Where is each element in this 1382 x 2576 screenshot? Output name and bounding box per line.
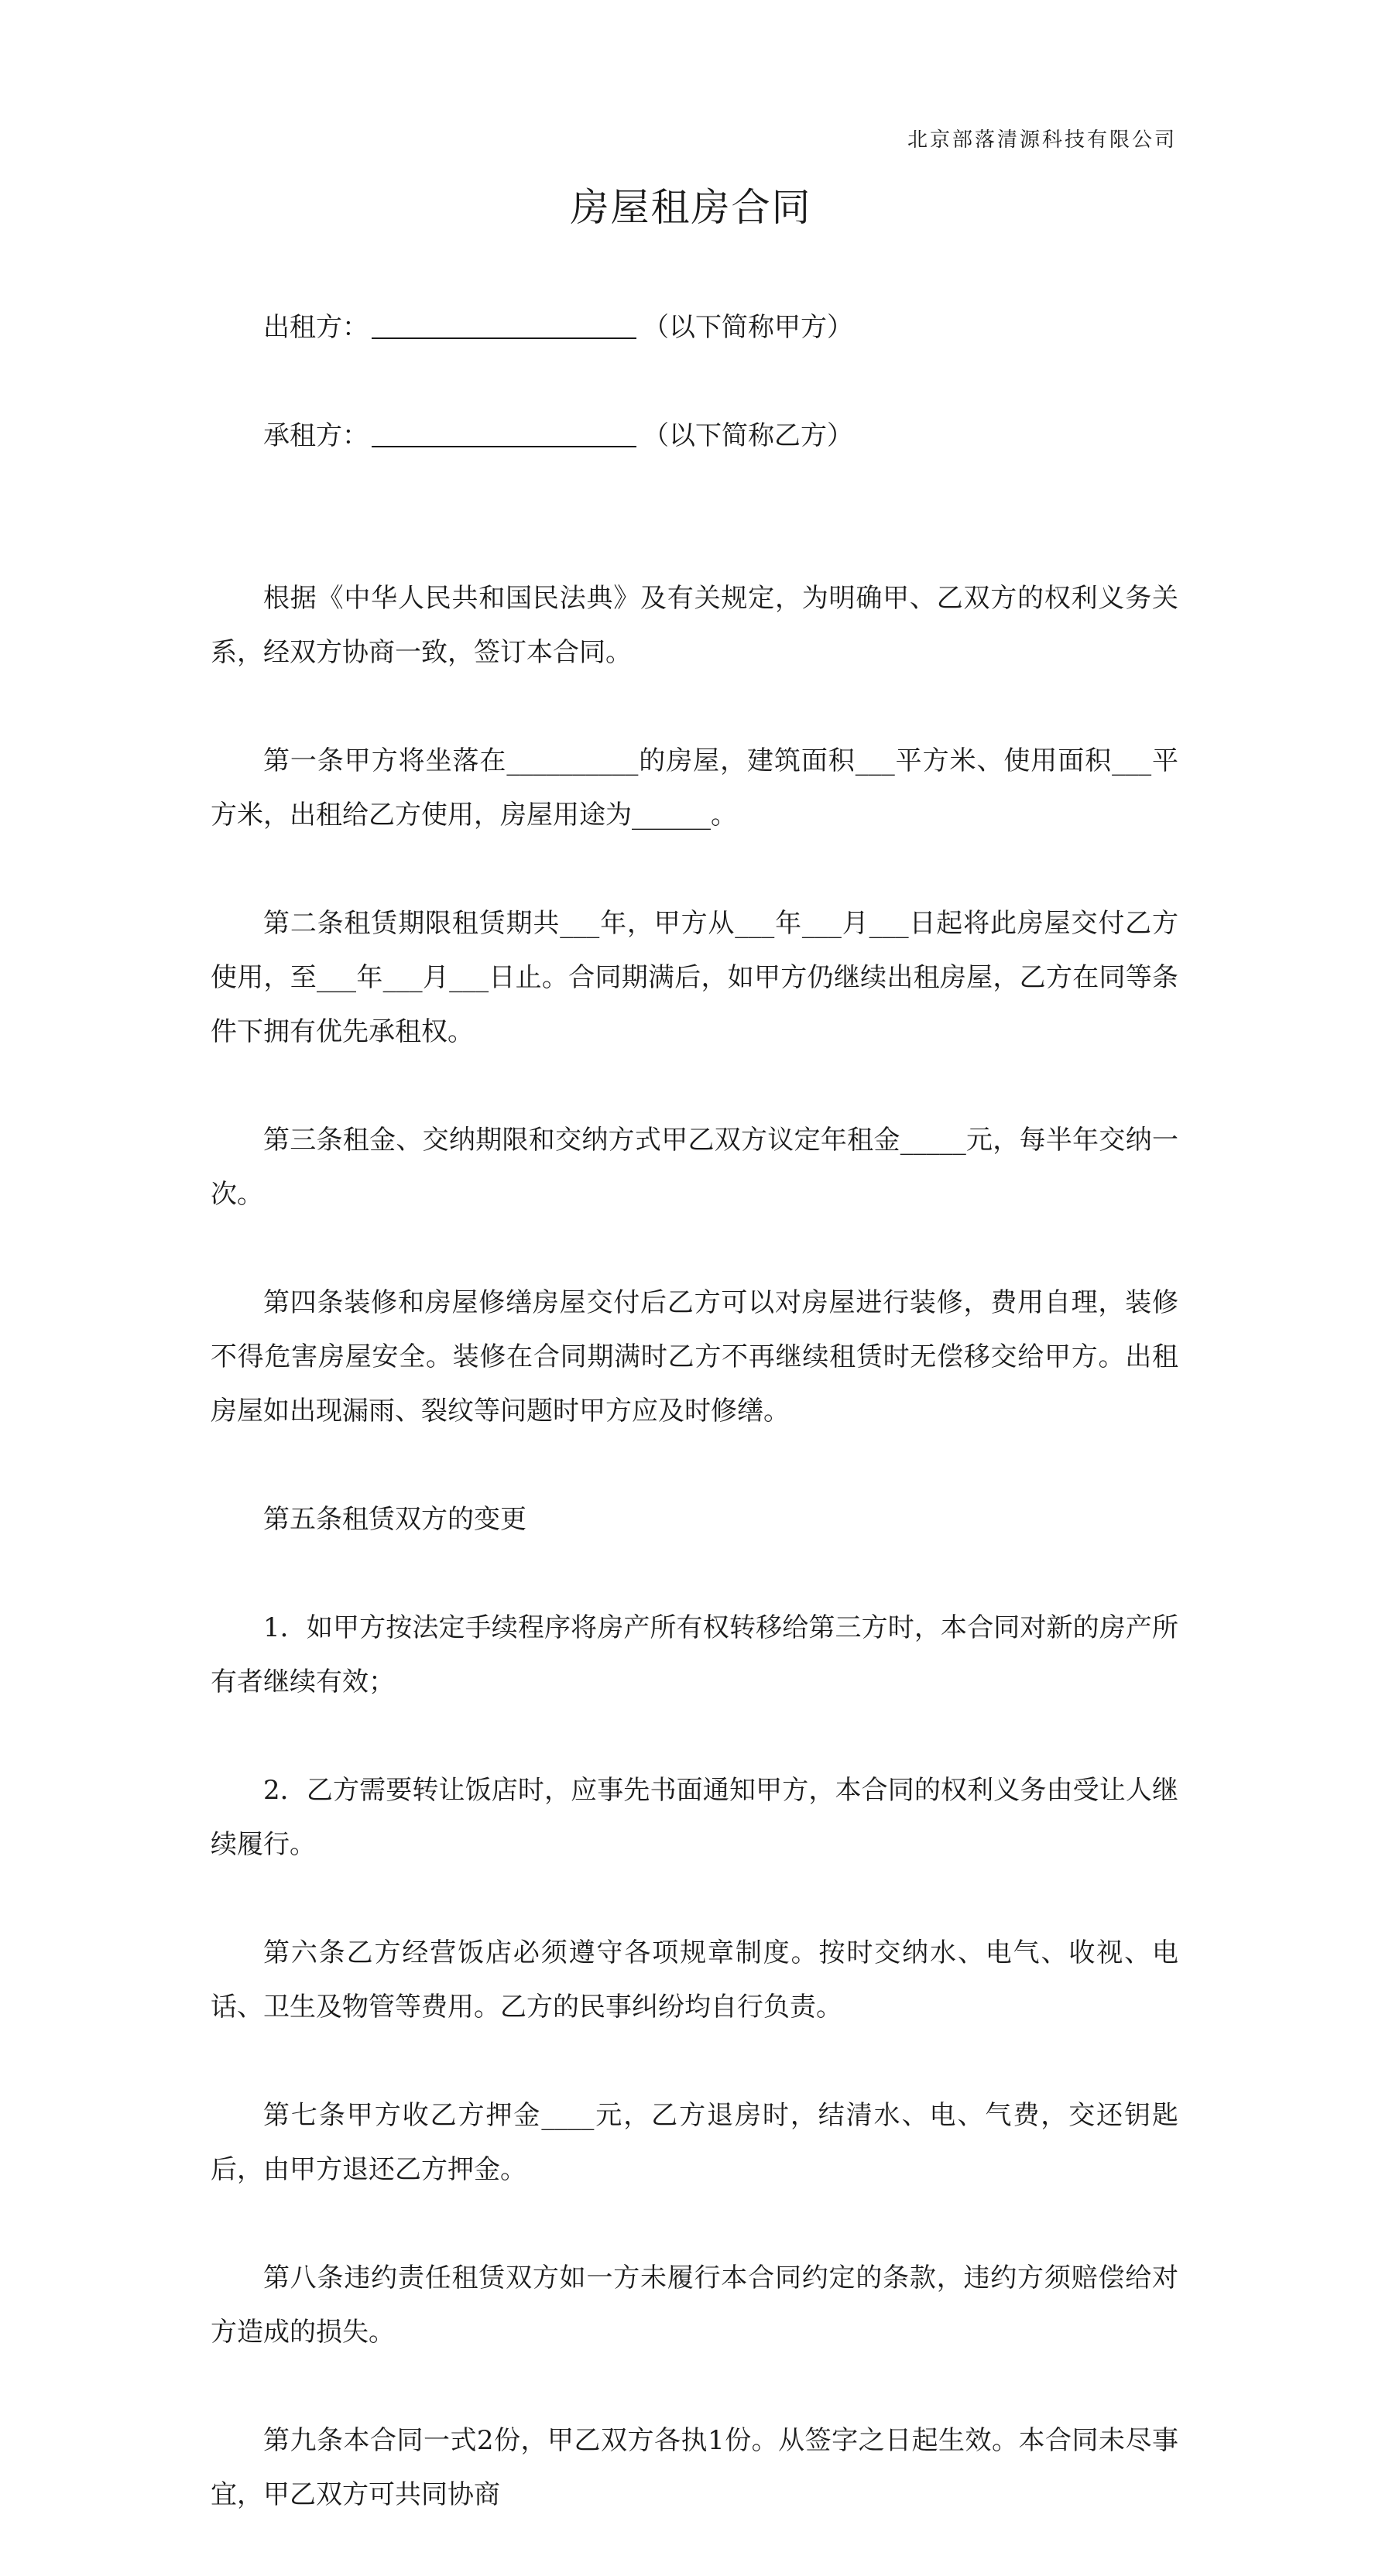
preamble-paragraph: 根据《中华人民共和国民法典》及有关规定，为明确甲、乙双方的权利义务关系，经双方协商一致，签订本合同。 bbox=[211, 583, 1178, 668]
article-3-paragraph: 第三条租金、交纳期限和交纳方式甲乙双方议定年租金_____元，每半年交纳一次。 bbox=[211, 1125, 1178, 1210]
article-7-paragraph: 第七条甲方收乙方押金____元，乙方退房时，结清水、电、气费，交还钥匙后，由甲方退还乙方押金。 bbox=[211, 2100, 1178, 2185]
lessee-blank bbox=[372, 420, 636, 447]
lessee-line bbox=[211, 409, 1178, 463]
lessor-line bbox=[211, 300, 1178, 355]
article-5-heading: 第五条租赁双方的变更 bbox=[263, 1504, 526, 1535]
document-title: 房屋租房合同 bbox=[570, 185, 812, 230]
document-body bbox=[211, 246, 1178, 2576]
article-6-paragraph: 第六条乙方经营饭店必须遵守各项规章制度。按时交纳水、电气、收视、电话、卫生及物管等费用。乙方的民事纠纷均自行负责。 bbox=[211, 1937, 1178, 2023]
article-5-item-1: 1．如甲方按法定手续程序将房产所有权转移给第三方时，本合同对新的房产所有者继续有效； bbox=[211, 1612, 1178, 1697]
company-header: 北京部落清源科技有限公司 bbox=[907, 128, 1177, 152]
lessee-note: （以下简称乙方） bbox=[643, 420, 853, 451]
lessor-blank bbox=[372, 311, 636, 339]
lessee-label: 承租方： bbox=[263, 420, 369, 451]
article-5-item-2: 2．乙方需要转让饭店时，应事先书面通知甲方，本合同的权利义务由受让人继续履行。 bbox=[211, 1775, 1178, 1860]
article-1-paragraph: 第一条甲方将坐落在__________的房屋，建筑面积___平方米、使用面积___平方米，出租给乙方使用，房屋用途为______。 bbox=[211, 745, 1178, 831]
lessor-label: 出租方： bbox=[263, 312, 369, 343]
lessor-note: （以下简称甲方） bbox=[643, 312, 853, 343]
article-9-paragraph: 第九条本合同一式2份，甲乙双方各执1份。从签字之日起生效。本合同未尽事宜，甲乙双方可共同协商 bbox=[211, 2425, 1178, 2510]
article-8-paragraph: 第八条违约责任租赁双方如一方未履行本合同约定的条款，违约方须赔偿给对方造成的损失。 bbox=[211, 2263, 1178, 2348]
article-4-paragraph: 第四条装修和房屋修缮房屋交付后乙方可以对房屋进行装修，费用自理，装修不得危害房屋安全。装修在合同期满时乙方不再继续租赁时无偿移交给甲方。出租房屋如出现漏雨、裂纹等问题时甲方应及时修缮。 bbox=[211, 1287, 1178, 1427]
article-2-paragraph: 第二条租赁期限租赁期共___年，甲方从___年___月___日起将此房屋交付乙方使用，至___年___月___日止。合同期满后，如甲方仍继续出租房屋，乙方在同等条件下拥有优先承租权。 bbox=[211, 908, 1178, 1047]
